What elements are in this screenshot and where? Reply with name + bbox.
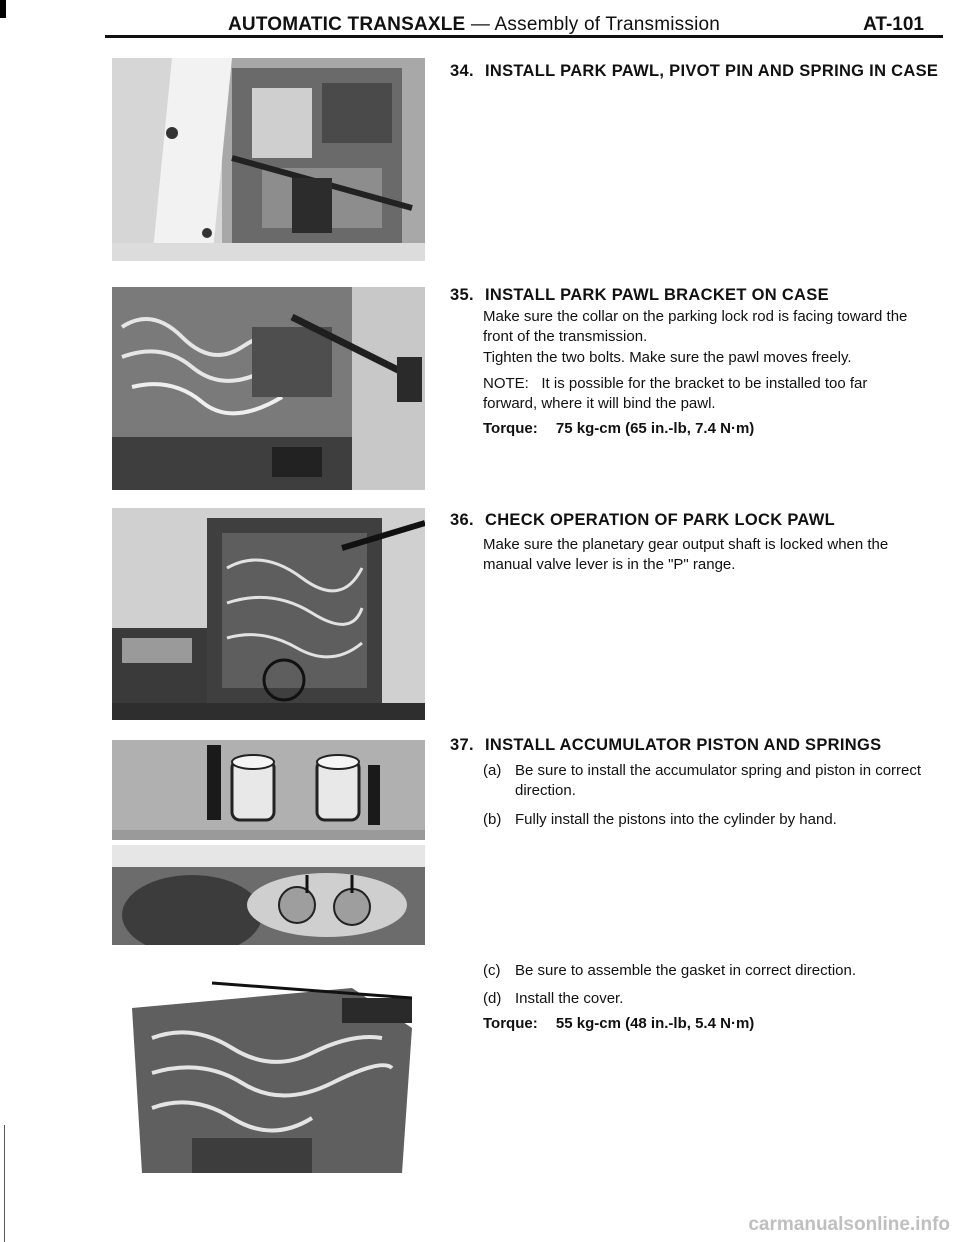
item-text: Be sure to assemble the gasket in correct direction. (515, 962, 857, 979)
step-number: 35. (450, 286, 474, 304)
page-header (228, 8, 950, 38)
corner-mark (0, 0, 6, 18)
step-title: CHECK OPERATION OF PARK LOCK PAWL (485, 511, 835, 529)
page-number: AT-101 (863, 14, 924, 35)
item-label: (c) (483, 962, 501, 979)
step-number: 37. (450, 736, 474, 754)
photo-accumulator-cylinder (112, 845, 425, 945)
header-title: AUTOMATIC TRANSAXLE — Assembly of Transmission (228, 14, 721, 35)
item-text: Fully install the pistons into the cylinder by hand. (515, 811, 837, 828)
step-number: 34. (450, 62, 474, 80)
step-title: INSTALL PARK PAWL, PIVOT PIN AND SPRING IN CASE (485, 62, 939, 80)
photo-accumulator-pistons (112, 740, 425, 840)
item-text: Be sure to install the accumulator spring and piston in correct direction. (515, 762, 922, 799)
note-text: It is possible for the bracket to be installed too far forward, where it will bind the pawl. (483, 375, 868, 412)
torque-value: 75 kg-cm (65 in.-lb, 7.4 N·m) (555, 420, 755, 437)
torque-value: 55 kg-cm (48 in.-lb, 5.4 N·m) (555, 1015, 755, 1032)
watermark: carmanualsonline.info (748, 1214, 950, 1235)
step-35-note (483, 374, 923, 414)
photo-park-pawl (112, 58, 425, 261)
step-35-tighten: Tighten the two bolts. Make sure the pawl moves freely. (483, 349, 852, 366)
step-36-instruction: Make sure the planetary gear output shaft is locked when the manual valve lever is in the "P" range. (483, 536, 889, 573)
photo-pawl-bracket (112, 287, 425, 490)
photo-cover-gasket (112, 968, 425, 1173)
item-label: (d) (483, 990, 502, 1007)
header-rule (105, 35, 943, 38)
step-title: INSTALL ACCUMULATOR PISTON AND SPRINGS (485, 736, 882, 754)
note-label: NOTE: (483, 375, 529, 392)
item-text: Install the cover. (515, 990, 624, 1007)
step-35-instruction: Make sure the collar on the parking lock rod is facing toward the front of the transmission. (483, 308, 908, 345)
photo-park-lock-check (112, 508, 425, 720)
step-title: INSTALL PARK PAWL BRACKET ON CASE (485, 286, 829, 304)
step-number: 36. (450, 511, 474, 529)
item-label: (a) (483, 762, 502, 779)
margin-line (4, 1125, 5, 1242)
step-35-torque (483, 420, 754, 437)
item-label: (b) (483, 811, 502, 828)
step-37-torque (483, 1015, 754, 1032)
torque-label: Torque: (483, 1015, 538, 1032)
torque-label: Torque: (483, 420, 538, 437)
